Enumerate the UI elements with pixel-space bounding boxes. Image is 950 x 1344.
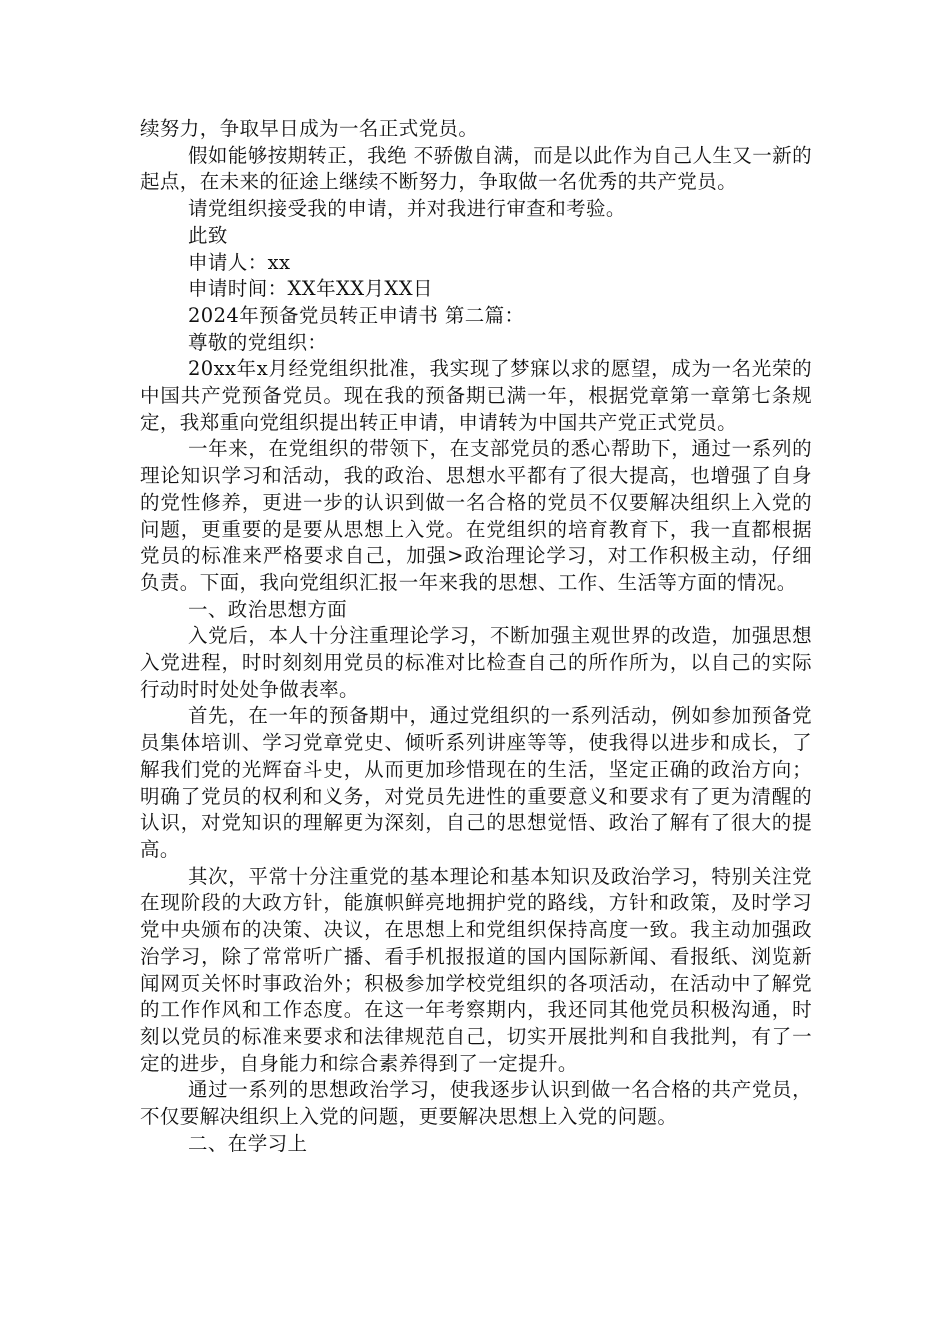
paragraph: 假如能够按期转正，我绝 不骄傲自满，而是以此作为自己人生又一新的起点，在未来的征途上继续不断努力，争取做一名优秀的共产党员。 [140, 143, 812, 194]
paragraph: 一年来，在党组织的带领下，在支部党员的悉心帮助下，通过一系列的理论知识学习和活动，我的政治、思想水平都有了很大提高，也增强了自身的党性修养，更进一步的认识到做一名合格的党员不仅要解决组织上入党的问题，更重要的是要从思想上入党。在党组织的培育教育下，我一直都根据党员的标准来严格要求自己，加强>政治理论学习，对工作积极主动，仔细负责。下面，我向党组织汇报一年来我的思想、工作、生活等方面的情况。 [140, 437, 812, 594]
paragraph: 其次，平常十分注重党的基本理论和基本知识及政治学习，特别关注党在现阶段的大政方针，能旗帜鲜亮地拥护党的路线，方针和政策，及时学习党中央颁布的决策、决议，在思想上和党组织保持高度一致。我主动加强政治学习，除了常常听广播、看手机报报道的国内国际新闻、看报纸、浏览新闻网页关怀时事政治外；积极参加学校党组织的各项活动，在活动中了解党的工作作风和工作态度。在这一年考察期内，我还同其他党员积极沟通，时刻以党员的标准来要求和法律规范自己，切实开展批判和自我批判，有了一定的进步，自身能力和综合素养得到了一定提升。 [140, 864, 812, 1075]
paragraph: 续努力，争取早日成为一名正式党员。 [140, 117, 479, 140]
paragraph: 通过一系列的思想政治学习，使我逐步认识到做一名合格的共产党员，不仅要解决组织上入党的问题，更要解决思想上入党的问题。 [140, 1078, 812, 1129]
section-title: 2024年预备党员转正申请书 第二篇： [188, 303, 525, 327]
paragraph: 首先，在一年的预备期中，通过党组织的一系列活动，例如参加预备党员集体培训、学习党章党史、倾听系列讲座等等，使我得以进步和成长，了解我们党的光辉奋斗史，从而更加珍惜现在的生活，坚定正确的政治方向；明确了党员的权利和义务，对党员先进性的重要意义和要求有了更为清醒的认识，对党知识的理解更为深刻，自己的思想觉悟、政治了解有了很大的提高。 [140, 704, 812, 861]
applicant-line: 申请人：xx [188, 250, 291, 274]
application-date-line: 申请时间：XX年XX月XX日 [188, 277, 433, 301]
section-heading: 二、在学习上 [188, 1131, 308, 1155]
greeting: 尊敬的党组织： [188, 330, 328, 354]
section-heading: 一、政治思想方面 [188, 597, 348, 621]
paragraph: 请党组织接受我的申请，并对我进行审查和考验。 [188, 197, 626, 221]
document-page [140, 116, 812, 1157]
paragraph: 入党后，本人十分注重理论学习，不断加强主观世界的改造，加强思想入党进程，时时刻刻用党员的标准对比检查自己的所作所为，以自己的实际行动时时处处争做表率。 [140, 624, 812, 701]
closing-salutation: 此致 [188, 223, 228, 247]
paragraph: 20xx年x月经党组织批准，我实现了梦寐以求的愿望，成为一名光荣的中国共产党预备党员。现在我的预备期已满一年，根据党章第一章第七条规定，我郑重向党组织提出转正申请，申请转为中国共产党正式党员。 [140, 357, 812, 434]
